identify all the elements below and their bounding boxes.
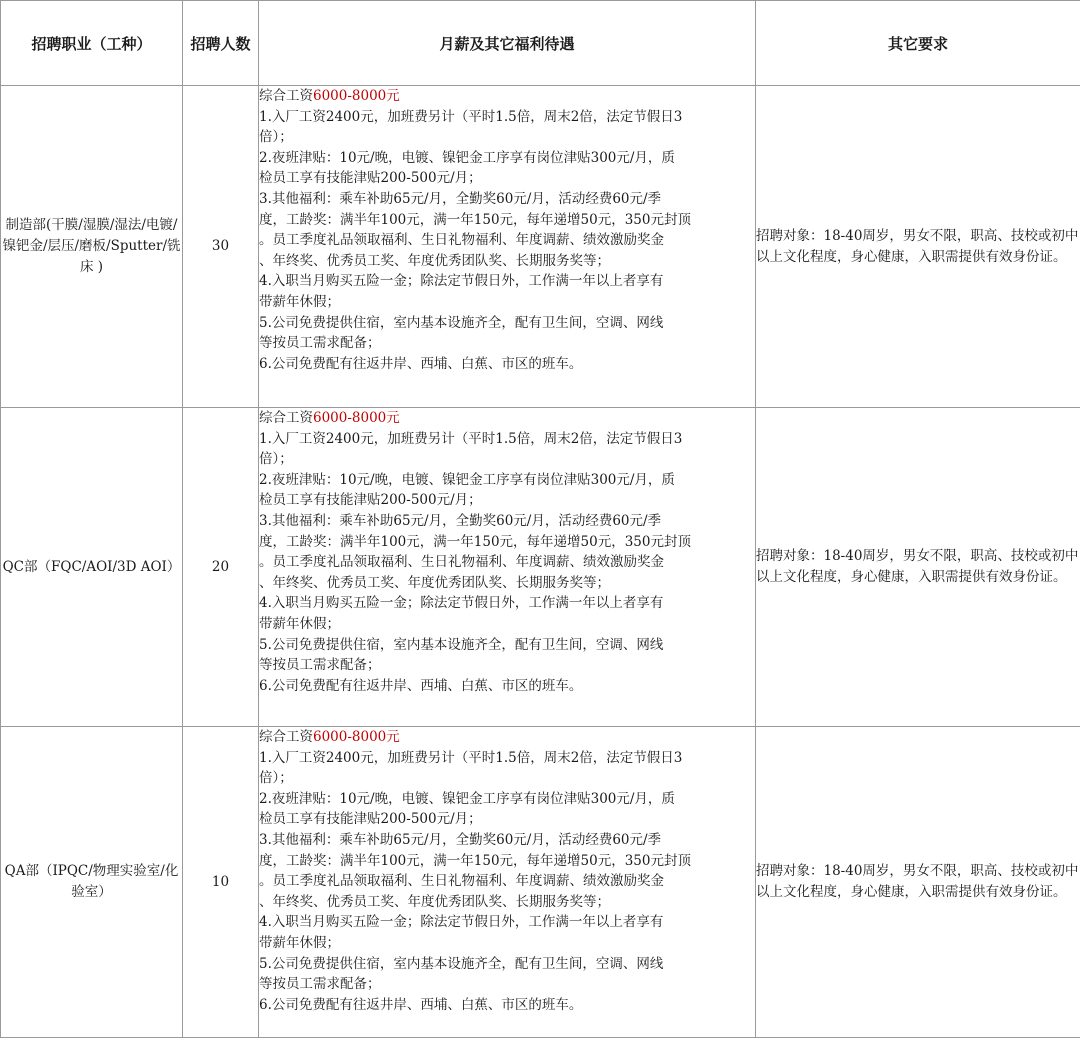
benefit-line: 带薪年休假； xyxy=(259,934,340,951)
benefit-line: 4.入职当月购买五险一金；除法定节假日外，工作满一年以上者享有 xyxy=(259,595,664,612)
benefit-line: 4.入职当月购买五险一金；除法定节假日外，工作满一年以上者享有 xyxy=(259,914,664,931)
benefit-line: 1.入厂工资2400元，加班费另计（平时1.5倍，周末2倍，法定节假日3 xyxy=(259,430,683,447)
benefits-cell xyxy=(259,408,756,727)
benefit-line: 等按员工需求配备； xyxy=(259,976,381,993)
count-cell: 30 xyxy=(183,86,259,408)
header-row xyxy=(1,1,1080,86)
position-cell: QA部（IPQC/物理实验室/化验室） xyxy=(1,727,183,1038)
count-cell: 20 xyxy=(183,408,259,727)
benefit-line: 1.入厂工资2400元，加班费另计（平时1.5倍，周末2倍，法定节假日3 xyxy=(259,749,683,766)
benefit-line: 等按员工需求配备； xyxy=(259,335,381,352)
header-benefits: 月薪及其它福利待遇 xyxy=(259,1,756,86)
salary-line xyxy=(259,408,755,429)
salary-line xyxy=(259,727,755,748)
benefit-line: 。员工季度礼品领取福利、生日礼物福利、年度调薪、绩效激励奖金 xyxy=(259,232,664,249)
salary-amount: 6000-8000元 xyxy=(313,729,400,745)
benefit-line: 3.其他福利：乘车补助65元/月，全勤奖60元/月，活动经费60元/季 xyxy=(259,831,662,848)
salary-prefix: 综合工资 xyxy=(259,729,313,745)
benefit-line: 6.公司免费配有往返井岸、西埔、白蕉、市区的班车。 xyxy=(259,996,583,1013)
header-position: 招聘职业（工种） xyxy=(1,1,183,86)
salary-prefix: 综合工资 xyxy=(259,88,313,104)
benefit-line: 度，工龄奖：满半年100元，满一年150元，每年递增50元，350元封顶 xyxy=(259,852,691,869)
position-cell: 制造部(干膜/湿膜/湿法/电镀/镍钯金/层压/磨板/Sputter/铣床 ) xyxy=(1,86,183,408)
benefit-line: 倍）； xyxy=(259,451,293,468)
benefit-line: 3.其他福利：乘车补助65元/月，全勤奖60元/月，活动经费60元/季 xyxy=(259,512,662,529)
benefit-line: 等按员工需求配备； xyxy=(259,657,381,674)
benefit-line: 度，工龄奖：满半年100元，满一年150元，每年递增50元，350元封顶 xyxy=(259,533,691,550)
benefit-line: 带薪年休假； xyxy=(259,293,340,310)
salary-amount: 6000-8000元 xyxy=(313,410,400,426)
benefit-line: 、年终奖、优秀员工奖、年度优秀团队奖、长期服务奖等； xyxy=(259,574,610,591)
benefit-line: 、年终奖、优秀员工奖、年度优秀团队奖、长期服务奖等； xyxy=(259,252,610,269)
requirements-cell: 招聘对象：18-40周岁，男女不限，职高、技校或初中以上文化程度，身心健康，入职需提供有效身份证。 xyxy=(756,408,1080,727)
requirements-cell: 招聘对象：18-40周岁，男女不限，职高、技校或初中以上文化程度，身心健康，入职需提供有效身份证。 xyxy=(756,86,1080,408)
benefit-line: 4.入职当月购买五险一金；除法定节假日外，工作满一年以上者享有 xyxy=(259,273,664,290)
count-cell: 10 xyxy=(183,727,259,1038)
benefits-cell xyxy=(259,86,756,408)
benefit-line: 5.公司免费提供住宿，室内基本设施齐全，配有卫生间，空调、网线 xyxy=(259,955,664,972)
benefit-line: 度，工龄奖：满半年100元，满一年150元，每年递增50元，350元封顶 xyxy=(259,211,691,228)
benefit-line: 、年终奖、优秀员工奖、年度优秀团队奖、长期服务奖等； xyxy=(259,893,610,910)
benefit-line: 。员工季度礼品领取福利、生日礼物福利、年度调薪、绩效激励奖金 xyxy=(259,554,664,571)
benefit-line: 2.夜班津贴：10元/晚，电镀、镍钯金工序享有岗位津贴300元/月，质 xyxy=(259,149,675,166)
salary-amount: 6000-8000元 xyxy=(313,88,400,104)
benefit-line: 6.公司免费配有往返井岸、西埔、白蕉、市区的班车。 xyxy=(259,677,583,694)
benefits-cell xyxy=(259,727,756,1038)
benefit-line: 检员工享有技能津贴200-500元/月； xyxy=(259,811,482,828)
salary-line xyxy=(259,86,755,107)
benefit-line: 2.夜班津贴：10元/晚，电镀、镍钯金工序享有岗位津贴300元/月，质 xyxy=(259,471,675,488)
benefit-line: 6.公司免费配有往返井岸、西埔、白蕉、市区的班车。 xyxy=(259,355,583,372)
benefit-line: 检员工享有技能津贴200-500元/月； xyxy=(259,170,482,187)
header-requirements: 其它要求 xyxy=(756,1,1080,86)
position-cell: QC部（FQC/AOI/3D AOI） xyxy=(1,408,183,727)
benefit-line: 倍）； xyxy=(259,770,293,787)
header-count: 招聘人数 xyxy=(183,1,259,86)
benefit-line: 倍）； xyxy=(259,129,293,146)
benefit-line: 1.入厂工资2400元，加班费另计（平时1.5倍，周末2倍，法定节假日3 xyxy=(259,108,683,125)
table-row xyxy=(1,408,1080,727)
benefit-line: 3.其他福利：乘车补助65元/月，全勤奖60元/月，活动经费60元/季 xyxy=(259,190,662,207)
table-row xyxy=(1,727,1080,1038)
salary-prefix: 综合工资 xyxy=(259,410,313,426)
benefit-line: 。员工季度礼品领取福利、生日礼物福利、年度调薪、绩效激励奖金 xyxy=(259,873,664,890)
benefit-line: 检员工享有技能津贴200-500元/月； xyxy=(259,492,482,509)
benefit-line: 5.公司免费提供住宿，室内基本设施齐全，配有卫生间，空调、网线 xyxy=(259,636,664,653)
benefit-line: 带薪年休假； xyxy=(259,615,340,632)
requirements-cell: 招聘对象：18-40周岁，男女不限，职高、技校或初中以上文化程度，身心健康，入职需提供有效身份证。 xyxy=(756,727,1080,1038)
benefit-line: 5.公司免费提供住宿，室内基本设施齐全，配有卫生间，空调、网线 xyxy=(259,314,664,331)
table-row xyxy=(1,86,1080,408)
benefit-line: 2.夜班津贴：10元/晚，电镀、镍钯金工序享有岗位津贴300元/月，质 xyxy=(259,790,675,807)
